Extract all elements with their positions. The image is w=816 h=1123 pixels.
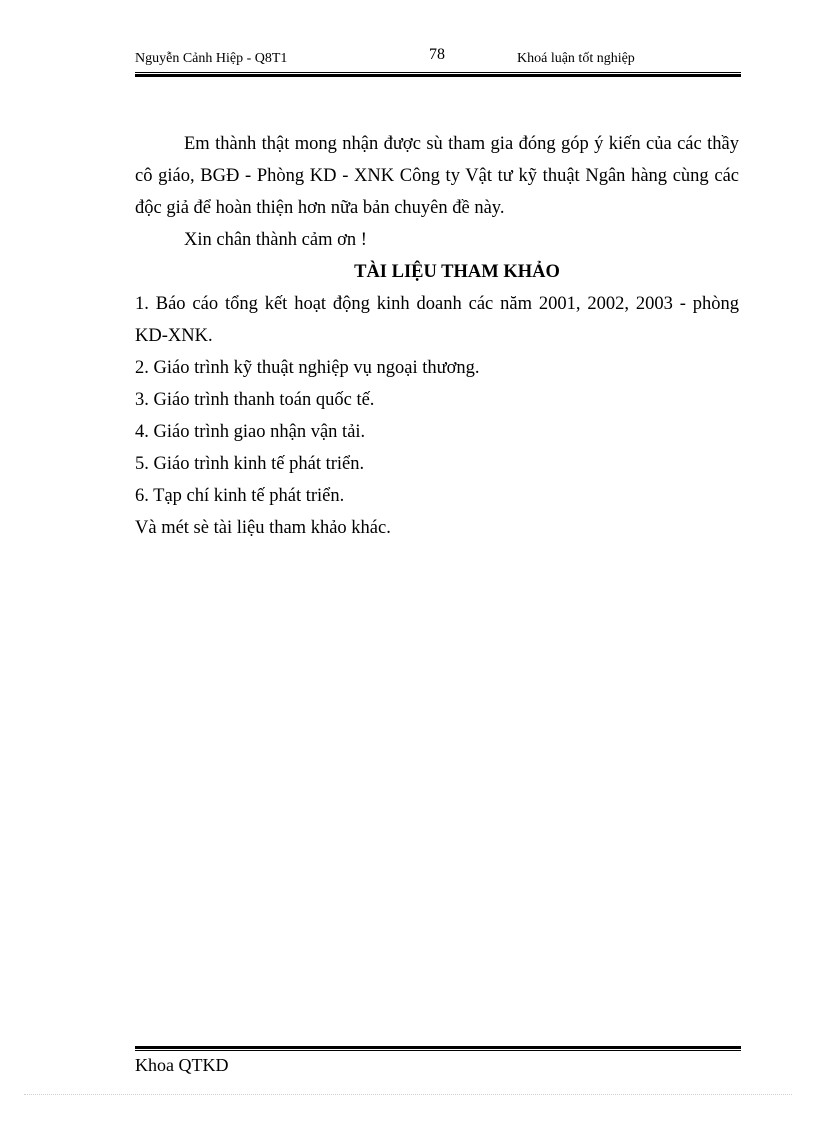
reference-item: 1. Báo cáo tổng kết hoạt động kinh doanh các năm 2001, 2002, 2003 - phòng KD-XNK. [135,294,739,346]
reference-item: 3. Giáo trình thanh toán quốc tế. [135,390,375,410]
references-tail: Và mét sè tài liệu tham khảo khác. [135,518,391,538]
footer-department: Khoa QTKD [135,1055,229,1075]
footer-rule-thick [135,1046,741,1049]
reference-item: 5. Giáo trình kinh tế phát triển. [135,454,365,474]
references-title: TÀI LIỆU THAM KHẢO [354,262,560,282]
body-paragraph: Em thành thật mong nhận được sù tham gia đóng góp ý kiến của các thầy cô giáo, BGĐ - Phòng KD - XNK Công ty Vật tư kỹ thuật Ngân hàng cùng các độc giả để hoàn thiện hơn nữa bản chuyên đề này. [135,134,739,218]
closing-line: Xin chân thành cảm ơn ! [184,230,367,250]
reference-item: 4. Giáo trình giao nhận vận tải. [135,422,366,442]
page-bottom-edge [24,1094,792,1095]
header-document-type: Khoá luận tốt nghiệp [517,51,635,66]
page-number: 78 [429,46,445,63]
header-rule-thick [135,74,741,77]
header-author: Nguyễn Cảnh Hiệp - Q8T1 [135,51,288,66]
page-body [135,128,739,544]
page-header [135,42,741,72]
reference-item: 6. Tạp chí kinh tế phát triển. [135,486,345,506]
references-list [135,288,739,512]
reference-item: 2. Giáo trình kỹ thuật nghiệp vụ ngoại thương. [135,358,480,378]
header-rule-thin [135,72,741,73]
footer-rule-thin [135,1050,741,1051]
